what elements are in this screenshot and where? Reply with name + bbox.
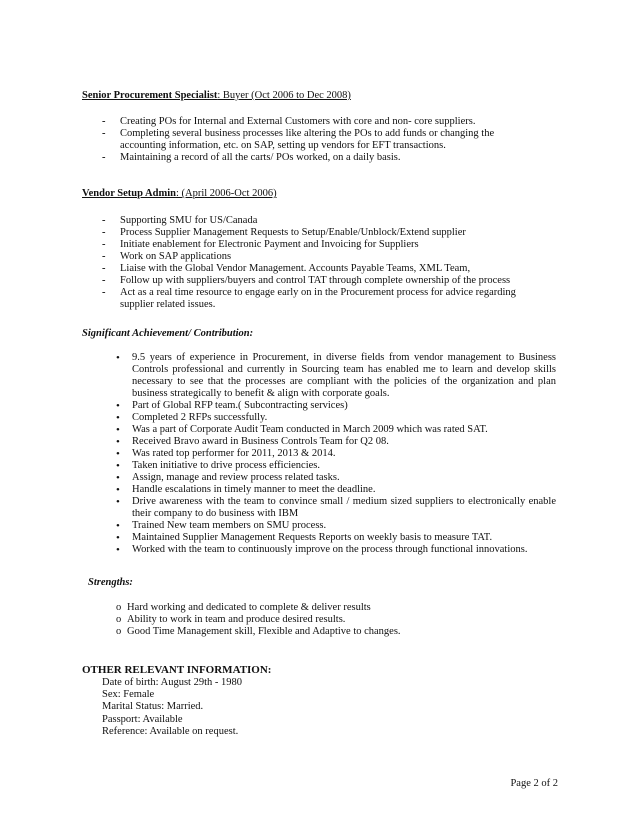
other-info-lines: [102, 677, 402, 738]
list-item: - Liaise with the Global Vendor Management. Accounts Payable Teams, XML Team,: [102, 263, 552, 275]
list-item: • Assign, manage and review process related tasks.: [116, 472, 556, 484]
senior-heading: [82, 90, 562, 102]
list-item: - Maintaining a record of all the carts/ POs worked, on a daily basis.: [102, 152, 542, 164]
list-item: - Completing several business processes like altering the POs to add funds or changing the accounting information, etc. on SAP, setting up vendors for EFT transactions.: [102, 128, 542, 152]
list-item: • Completed 2 RFPs successfully.: [116, 412, 556, 424]
vendor-list-wrap: [102, 215, 552, 311]
list-item: o Hard working and dedicated to complete & deliver results: [116, 602, 556, 614]
vendor-title: Vendor Setup Admin: [82, 188, 176, 199]
list-item: - Creating POs for Internal and External Customers with core and non- core suppliers.: [102, 116, 542, 128]
list-item: • Was rated top performer for 2011, 2013 & 2014.: [116, 448, 556, 460]
list-item: • Was a part of Corporate Audit Team conducted in March 2009 which was rated SAT.: [116, 424, 556, 436]
list-item: - Process Supplier Management Requests to Setup/Enable/Unblock/Extend supplier: [102, 227, 552, 239]
senior-list: [102, 116, 542, 164]
achievement-list-wrap: [116, 352, 556, 556]
vendor-heading: [82, 188, 562, 200]
list-item: • Part of Global RFP team.( Subcontracting services): [116, 400, 556, 412]
list-item: - Follow up with suppliers/buyers and control TAT through complete ownership of the process: [102, 275, 552, 287]
info-reference: Reference: Available on request.: [102, 725, 239, 737]
strengths-list: [116, 602, 556, 638]
strengths-list-wrap: [116, 602, 556, 638]
list-item: - Act as a real time resource to engage early on in the Procurement process for advice regarding supplier related issues.: [102, 287, 552, 311]
other-info-heading: OTHER RELEVANT INFORMATION:: [82, 664, 272, 676]
info-sex: Sex: Female: [102, 689, 155, 701]
list-item: - Supporting SMU for US/Canada: [102, 215, 552, 227]
info-marital: Marital Status: Married.: [102, 701, 204, 713]
list-item: • Taken initiative to drive process efficiencies.: [116, 460, 556, 472]
vendor-list: [102, 215, 552, 311]
vendor-dates: : (April 2006-Oct 2006): [175, 188, 277, 199]
list-item: • Received Bravo award in Business Controls Team for Q2 08.: [116, 436, 556, 448]
senior-section: [82, 90, 562, 102]
list-item: - Work on SAP applications: [102, 251, 552, 263]
list-item: o Good Time Management skill, Flexible and Adaptive to changes.: [116, 626, 556, 638]
senior-dates: : Buyer (Oct 2006 to Dec 2008): [217, 90, 351, 101]
list-item: • 9.5 years of experience in Procurement, in diverse fields from vendor management to Business Controls professional and currently in Sourcing team has enabled me to learn and develop skills necessary to see that the processes are compliant with the policies of the organization and plan business strategically to benefit & align with corporate goals.: [116, 352, 556, 400]
list-item: • Maintained Supplier Management Requests Reports on weekly basis to measure TAT.: [116, 532, 556, 544]
achievement-list: [116, 352, 556, 556]
info-passport: Passport: Available: [102, 713, 183, 725]
list-item: o Ability to work in team and produce desired results.: [116, 614, 556, 626]
list-item: • Handle escalations in timely manner to meet the deadline.: [116, 484, 556, 496]
achievement-heading: Significant Achievement/ Contribution:: [82, 328, 254, 339]
vendor-section: [82, 188, 562, 200]
senior-list-wrap: [102, 116, 542, 164]
info-birth: Date of birth: August 29th - 1980: [102, 677, 242, 688]
list-item: • Drive awareness with the team to convince small / medium sized suppliers to electronically enable their company to do business with IBM: [116, 496, 556, 520]
senior-title: Senior Procurement Specialist: [82, 90, 218, 101]
strengths-heading: Strengths:: [88, 577, 133, 588]
list-item: • Trained New team members on SMU process.: [116, 520, 556, 532]
page-number: Page 2 of 2: [510, 778, 558, 789]
list-item: • Worked with the team to continuously improve on the process through functional innovations.: [116, 544, 556, 556]
list-item: - Initiate enablement for Electronic Payment and Invoicing for Suppliers: [102, 239, 552, 251]
